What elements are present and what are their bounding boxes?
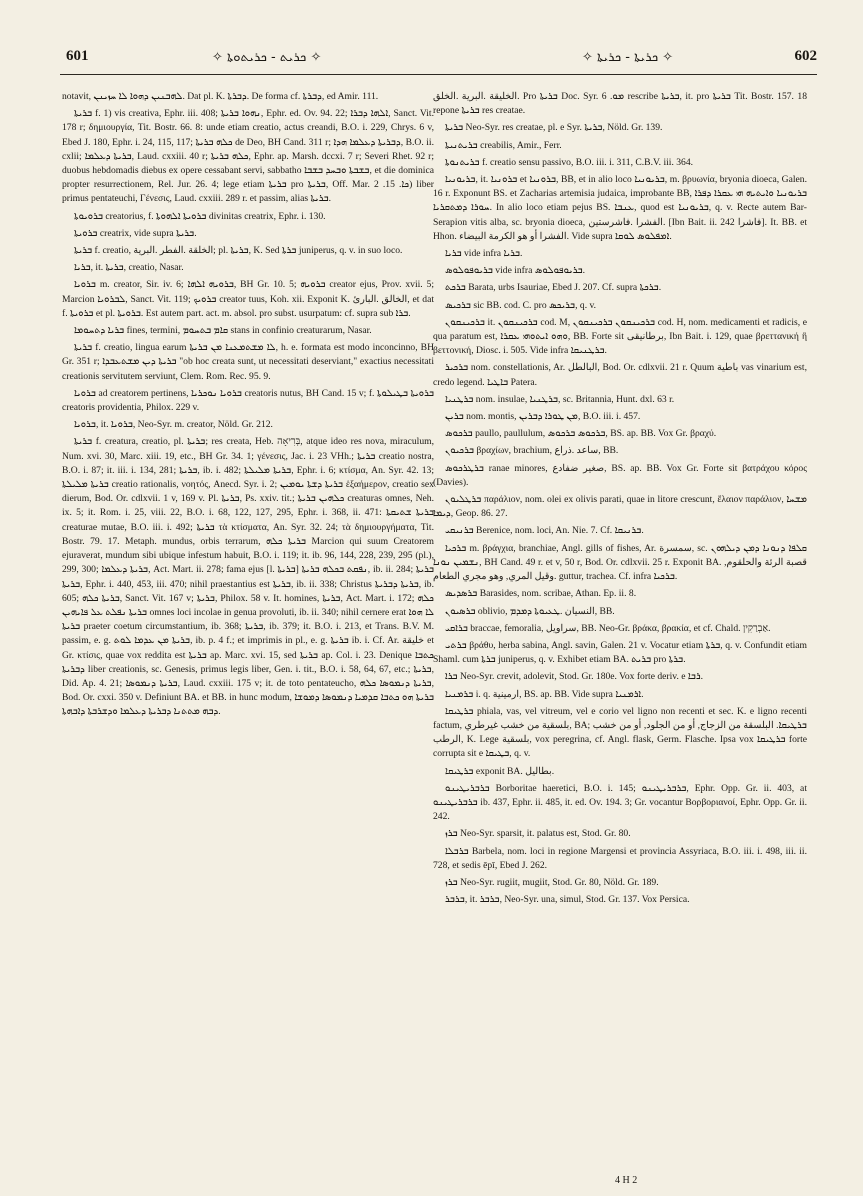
dictionary-entry: ܒܪܛܪܟܘܣ ranae minores, صغير ضفادع, BS. ap. BB. Vox Gr. Forte sit βατράχου κόρος (Davies). [433, 462, 807, 488]
dictionary-entry: ܒܪܛܠܝܘܢ παράλιον, nom. olei ex olivis parati, quae in litore crescunt, ἔλαιον παράλιον, ܡܫܚܐ ܕܝܡܐ, Geop. 86. 27. [433, 494, 807, 520]
page-header [42, 48, 821, 70]
dictionary-entry: ܒܪܘܝܐ ad creatorem pertinens, ܒܪܘܝܐ ܢܘܟܪܝܐ creatoris nutus, BH Cand. 15 v; f. ܒܪܘܝܬܐ ܒܛܝܠܘܬܐ creatoris providentia, Philox. 229 v. [62, 387, 434, 414]
dictionary-entry: ܒܪܙ Neo-Syr. sparsit, it. palatus est, Stod. Gr. 80. [445, 828, 631, 840]
dictionary-entry: ܒܪܛܢܝܐ nom. insulae, ܒܪܛܢܝܐ, sc. Britannia, Hunt. dxl. 63 r. [445, 393, 675, 405]
dictionary-entry: ܒܪܬܝ βράθυ, herba sabina, Angl. savin, Galen. 21 v. Vocatur etiam ܒܪܬܐ, q. v. Confundit etiam Shaml. cum ܒܪܬܐ juniperus, q. v. Exhibet etiam BA. ܒܪܝܬ pro ܒܪܬܐ. [433, 639, 807, 666]
dictionary-entry: ܒܪܘܝܐ m. creator, Sir. iv. 6; ܒܪܘܝܗ ܐܠܗܐ, BH Gr. 10. 5; ܒܪܘܝܗ creator ejus, Prov. xvii. 5; Marcion ܠܒܪܘܝܐ, Sanct. Vit. 119; ܒܪܘܝܟ creator tuus, Koh. xii. Exponit K. الخالق .البارئ, et dat f. ܒܪܘܝܬܐ et pl. ܒܪܘܝܬܐ. Est autem part. act. m. absol. pro subst. usurpatum: cf. supra sub ܒܪܐ. [62, 279, 434, 319]
left-page-number: 601 [66, 48, 89, 64]
dictionary-entry: ܒܪܣܕܝܣ Barasides, nom. scribae, Athan. Ep. ii. 8. [445, 588, 637, 600]
dictionary-entry: ܒܪܟܝܣ sic BB. cod. C. pro ܒܪܝܟܣ, q. v. [445, 299, 597, 311]
dictionary-entry: ܒܪܙ Neo-Syr. rugiit, mugiit, Stod. Gr. 80, Nöld. Gr. 189. [445, 876, 659, 888]
dictionary-entry: ܒܪܟܬ Barata, urbs Isauriae, Ebed J. 207. Cf. supra ܒܪܟܬܐ. [445, 282, 662, 294]
dictionary-entry: ܒܪܘܝܘܬܐ creatorius, f. ܒܪܘܝܬܐ ܐܠܗܘܬܐ divinitas creatrix, Ephr. i. 130. [74, 210, 326, 222]
dictionary-entry: ܒܪܝܐ ܕܬܚܘܡܐ fines, termini, ܩܐܡ ܒܬܚܘܡ stans in confinio creaturarum, Nasar. [74, 325, 372, 337]
dictionary-entry: ܒܪܝܢ nom. montis, ܡܢ ܛܘܪܐ ܕܒܪܝܢ, B.O. iii. i. 457. [445, 411, 641, 423]
dictionary-entry: ܒܪܛܝܩܐ exponit BA. بطاليل. [445, 765, 555, 777]
dictionary-entry: ܒܪܒܪ, it. ܒܪܒܪ, Neo-Syr. una, simul, Stod. Gr. 137. Vox Persica. [445, 894, 690, 906]
dictionary-entry: ܒܪܣܝܘܢ oblivio, النسيان .ܛܥܝܘܬܐ ܕܡܕܡ, BB. [445, 605, 615, 617]
dictionary-entry: ܒܪܝܐ vide infra ܒܪܝܐ. [445, 248, 523, 260]
right-running-title: ✧ ܟܪܝܬܐ - ܟܪܝܬܐ ✧ [582, 50, 674, 65]
header-rule [60, 74, 817, 75]
dictionary-entry: ܒܪܟܝܘܢ βραχίων, brachium, ساعد .ذراع, BB. [445, 445, 619, 457]
dictionary-entry: ܒܪܒܪܝܛܝܢܘ Borboritae haeretici, B.O. i. 145; ܒܪܒܪܝܛܝܢܘ, Ephr. Opp. Gr. ii. 403, at ܒܪܒܪܝܛܝܢܘ ib. 437, Ephr. ii. 485, it. ed. Ov. 194. 3; Gr. vocantur Βορβοριανοί, Ephr. Opp. Gr. ii. 242. [433, 782, 807, 823]
dictionary-entry: ܒܪܐܩܝ braccae, femoralia, سراويل, BB. Neo-Gr. βράκα, βρακία, et cf. Chald. אַבְרַקִין. [445, 622, 771, 634]
dictionary-entry: ܒܪܟܘܣ paullo, paullulum, ܒܪܟܘܣ ܒܪܟܘܣ, BS. ap. BB. Vox Gr. βραχύ. [445, 428, 717, 440]
dictionary-entry: ܒܪܝܬܐ f. creatura, creatio, pl. ܒܪܝܬܐ; res creata, Heb. בְּרִיאָה, atque ideo res nova, miraculum, Num. xvi. 30, Marc. xiii. 19, etc., BH Gr. 34. 1; γένεσις, Jac. i. 23 VHh.; ܒܪܝܬܐ creatio nostra, B.O. i. 87; it. iii. i. 134, 281; ܒܪܝܬܐ, ib. i. 482; ܒܪܝܬܐ ܡܠܝܠܬܐ, Ephr. i. 6; κτίσμα, An. Syr. 42. 13; ܒܪܝܬܐ ܡܠܝܠܬܐ creatio rationalis, νοητός, Anecd. Syr. i. 2; ܒܪܝܬܐ ܕܫܬܐ ܝܘܡܝܢ ἑξαήμερον, creatio sex dierum, Bod. Or. cdlxvii. 1 v, 169 v. Pl. ܒܪܝܬܐ, Ps. xxiv. tit.; ܟܠܗܝܢ ܒܪܝܬܐ creaturas omnes, Neh. ix. 5; it. Rom. i. 25, viii. 22, B.O. i. 68, 122, 127, 295, Ephr. i. 368, ii. 471: ܒܪܝܬܐ ܫܬܝܩܬܐ creaturae mutae, B.O. iii. i. 492; ܒܪܝܬܐ τὰ κτίσματα, An. Syr. 32. 24; τὰ δημιουργήματα, Tit. Bostr. 79. 17. Metaph. mundus, orbis terrarum, ܒܪܝܬܐ ܟܠܗ Marcion qui suum Creatorem ejuraverat, mundum sibi ubique infestum habuit, B.O. i. 119; it. ib. 96, 144, 228, 239, 295 (pl.), 299, 300; ܒܪܝܬܐ ܕܥܠܡܐ, Act. Mart. ii. 278; fama ejus [l. ܒܪܝܬܐ] ܢܦܩܬ ܒܟܠܗ ܒܪܝܬܐ, ib. ii. 284; ܒܪܝܬܐ ܒܪܝܬܐ, Ephr. i. 440, 453, iii. 470; nihil praestantius est ܒܪܝܬܐ, ib. ii. 338; Christus ܒܪܝܬܐ ܕܒܪܝܬܐ, ib. 605; ܒܪܝܬܐ ܟܠܗ, Sanct. Vit. 167 v; ܒܪܝܬܐ, Philox. 58 v. It. homines, ܒܪܝܬܐ, Act. Mart. i. 172; ܟܠܗ ܒܪܝܬܐ ܢܦܠܬ ܥܠ ܦܐܝܗܝܢ omnes loci incolae in genua provoluti, ib. ii. 340; nihil cernere erat ܠܐ ܗܘܐ ܒܪܝܬܐ praeter coetum circumstantium, ib. 368; ܒܪܝܬܐ, ib. 379; it. B.O. i. 213, et Trans. B.V. M. passim, e. g. ܒܪܝܬܐ ܡܢ ܥܕܡܐ ܠܘܬ, ib. p. 4 f.; et imprimis in pl., e. g. ܒܪܝܬܐ ib. i. Cf. Ar. خليقة et Gr. κτίσις, quae vox reddita est ܒܪܝܬܐ ap. Marc. xvi. 15, sed ܒܪܝܬܐ ap. Col. i. 23. Denique ܟܬܒܐ ܕܒܪܝܬܐ liber creationis, sc. Genesis, primus legis liber, Gen. i. tit., B.O. i. 58, 64, 67, etc.; ܒܪܝܬܐ, Did. Ap. 4. 21; ܒܪܝܬܐ ܕܢܡܘܣܐ, Laud. cxxiii. 175 v; it. de toto pentateucho, ܒܪܝܬܐ ܕܢܡܘܣܐ ܟܠܗ, Bod. Or. cxxi. 350 v. Definiunt BA. et BB. in hunc modum, ܒܪܝܬܐ ܗܘ ܟܬܒܐ ܩܕܡܝܐ ܕܢܡܘܣܐ ܕܡܘܫܐ ܕܒܗ ܡܬܬܢܐ ܕܒܪܝܬܐ ܕܥܠܡܐ ܘܕܫܪܒܬܐ ܕܐܒܗܬܐ. [62, 436, 434, 718]
dictionary-entry: ܒܪܟܝܪ nom. constellationis, Ar. البالطل, Bod. Or. cdlxvii. 21 r. Quum باطية vas vinarium est, credo legend. ܒܐܛܝܐ Patera. [433, 362, 807, 388]
dictionary-entry: ܒܪܝܬܢܘܬܐ f. creatio sensu passivo, B.O. iii. i. 311, C.B.V. iii. 364. [445, 156, 694, 168]
left-running-title: ✧ ܟܪܝܬ - ܟܪܝܬܘܬܐ ✧ [212, 50, 322, 65]
dictionary-entry: ܒܪܢܝܩܝ Berenice, nom. loci, An. Nie. 7. Cf. ܒܪܢܝܩܐ. [445, 525, 644, 537]
right-page-number: 602 [794, 48, 817, 64]
dictionary-entry: الخليقة .البرية .الخلق. Pro ܒܪܝܬܐ Doc. Syr. ܡܘ. 6 rescribe ܒܪܝܬܐ, it. pro ܒܪܝܬܐ Tit. Bostr. 157. 18 repone ܒܪܝܬܐ res creatae. [433, 91, 807, 117]
dictionary-entry: ܒܪܝܘܢܝܐ, it. ܒܪܘܢܝܐ et ܒܪܘܢܝܐ, BB, et in alio loco ܒܪܝܘܢܝܐ, m. βρυωνία, bryonia dioeca, Galen. 16 r. Exponunt BS. et Zacharias artemisia judaica, improbante BB, ܒܪܝܘܢܝܐ ܘܐܝܬܝܗ ܗܝ ܥܩܪܐ ܕܦܪܐ ܚܘܪܐ ܕܡܬܩܪܝܐ. In alio loco etiam pejus BS. ܥܢܒܐ, quod est ܒܪܝܘܢܝܐ, q. v. Recte autem Bar-Serapion vitis alba, sc. bryonia dioeca, الفشرا .فاشرستين. [Ibn Bait. ii. 242 فاشرا]. It. BB. et Hhon. الفشرا أو هو الكرمة البيضاء. Vide supra ܐܡܦܠܘܣ ܠܘܩܐ. [433, 174, 807, 242]
right-column [433, 90, 807, 1170]
dictionary-entry: ܒܪܘܝܐ, it. ܒܪܘܝܐ, Neo-Syr. m. creator, Nöld. Gr. 212. [74, 419, 273, 431]
dictionary-entry: ܒܪܟܝܐ m. βράγχια, branchiae, Angl. gills of fishes, Ar. سمسرة, sc. ܩܠܦܐ ܕܢܘܢܐ ܕܡܢ ܕܝܠܗܘܢ ܢܫܡܝܢ ܢܘܢܐ, BH Cand. 49 r. et v, 50 r, Bod. Or. cdlxvii. 25 r. Exponit BA. قصبة الرئة والحلقوم, وقيل المري, وهو مجري الطعام. guttur, trachea. Cf. infra ܒܪܟܝܐ. [433, 542, 807, 583]
dictionary-entry: ܒܪܘܝܬܐ creatrix, vide supra ܒܪܝܬܐ. [74, 227, 197, 239]
dictionary-entry: ܒܪܡܢܝܐ i. q. ارمينية, BS. ap. BB. Vide supra ܐܪܡܢܝܐ. [445, 688, 644, 700]
dictionary-entry: ܒܪܝܐ, it. ܒܪܝܬܐ, creatio, Nasar. [74, 262, 184, 274]
signature-mark: 4 H 2 [615, 1175, 638, 1186]
dictionary-entry: ܒܪܝܬܐ f. creatio, الخلقة .الفطر .البرية; pl. ܒܪܝܬܐ, K. Sed ܒܪܬܐ juniperus, q. v. in suo loco. [74, 245, 403, 257]
dictionary-entry: ܒܪܝܬܐ f. 1) vis creativa, Ephr. iii. 408; ܢܗܘܐ ܒܪܝܬܐ, Ephr. ed. Ov. 94. 22; ܐܠܗܐ ܕܒܪܐ, Sanct. Vit. 178 r; δημιουργία, Tit. Bostr. 66. 8: unde etiam creatio, actus creandi, B.O. i. 229, Chrys. 6 v, Ebed J. 180, Ephr. i. 24, 115, 117; ܟܠܗ ܒܪܝܬܐ de Deo, BH Cand. 311 r; ܕܒܪܝܬܐ ܕܥܠܡܐ ܗܕܐ, B.O. ii. cxlii; ܒܪܝܬܐ ܕܥܠܡܐ, Laud. cxxiii. 40 r; ܟܠܗ ܒܪܝܬܐ, Ephr. ap. Marsh. dccxi. 7 r; Severi Rhet. 92 r; duobus hebdomadis diebus ex opere cessabant servi, sabbatho ܒܫܒܬܐ ܘܒܚܕ ܒܫܒܐ, et die dominica propter resurrectionem, Rel. Jur. 26. 4; lege etiam ܒܪܝܬܐ pro ܒܪܝܬܐ, Off. Mar. ܟܐ. 15. 2) liber primus pentateuchi, Γένεσις, Laud. cxxiii. 289 r. et passim, alias ܒܪܝܬܐ. [62, 108, 434, 205]
left-column [62, 90, 434, 1170]
dictionary-entry: ܒܪܝܬܐ Neo-Syr. res creatae, pl. e Syr. ܒܪܝܬܐ, Nöld. Gr. 139. [445, 122, 663, 134]
dictionary-entry: ܒܪܝܘܦܘܠܘܣ vide infra ܒܪܝܘܦܘܠܘܣ. [445, 265, 586, 277]
dictionary-entry: ܒܪܝܬܢܝܬܐ creabilis, Amir., Ferr. [445, 139, 562, 151]
dictionary-entry: ܒܪܛܝܩܐ phiala, vas, vel vitreum, vel e corio vel ligno non recenti et sec. K. e ligno recenti factum, بلسقية من خشب غيرطري, BA; ܒܪܛܝܩܐ. البلسقة من الزجاج, أو من الجلود, أو من خشب الرطب, K. Lege بلسقية, vox peregrina, cf. Angl. flask, Germ. Flasche. Ipsa vox ܒܪܛܝܩܐ forte corrupta sit e ܒܛܝܩܐ, q. v. [433, 705, 807, 760]
dictionary-entry: ܒܪܝܬܐ f. creatio, lingua earum ܠܐ ܡܫܬܡܥܢܐ ܡܢ ܒܪܝܬܐ, h. e. formata est modo inconcinno, BH Gr. 351 r; ܒܪܝܬܐ ܕܝܢ ܡܫܬܥܒܕܐ "ob hoc creata sunt, ut necessitati deserviant," exactius necessitati creationis servitutem serviunt, Clem. Rom. Rec. 95. 9. [62, 342, 434, 382]
dictionary-entry: ܒܪܟܝܢܩܘܢ it. ܒܪܟܝܢܩܘܢ cod. M, ܒܪܟܝܢܩܘܢ ܒܪܟܝܢܩܘܢ cod. H, nom. medicamenti et radicis, e qua paratum est, ܘܗܘ ܐܝܬܘܗܝ ܥܩܪܐ, BB. Forte sit برطانيقى, Ibn Bait. i. 129, quae βρεττανική ἢ βεττονική, Diosc. i. 505. Vide infra ܒܪܛܢܝܩܐ. [433, 316, 807, 357]
dictionary-entry: ܒܪܐ Neo-Syr. crevit, adolevit, Stod. Gr. 180e. Vox forte deriv. e ܪܒܐ. [445, 671, 704, 683]
dictionary-entry: ܒܪܒܠܐ Barbela, nom. loci in regione Margensi et provincia Assyriaca, B.O. iii. i. 498, iii. ii. 728, et sedis ēpī, Ebed J. 262. [433, 845, 807, 871]
dictionary-entry: notavit, ܠܗܒܢܝܢ ܕܗܘܐ ܠܐ ܚܙܝܢܢ. Dat pl. K. ܕܒܪܬܐ. De forma cf. ܕܒܪܬܐ, ed Amir. 111. [62, 91, 379, 102]
